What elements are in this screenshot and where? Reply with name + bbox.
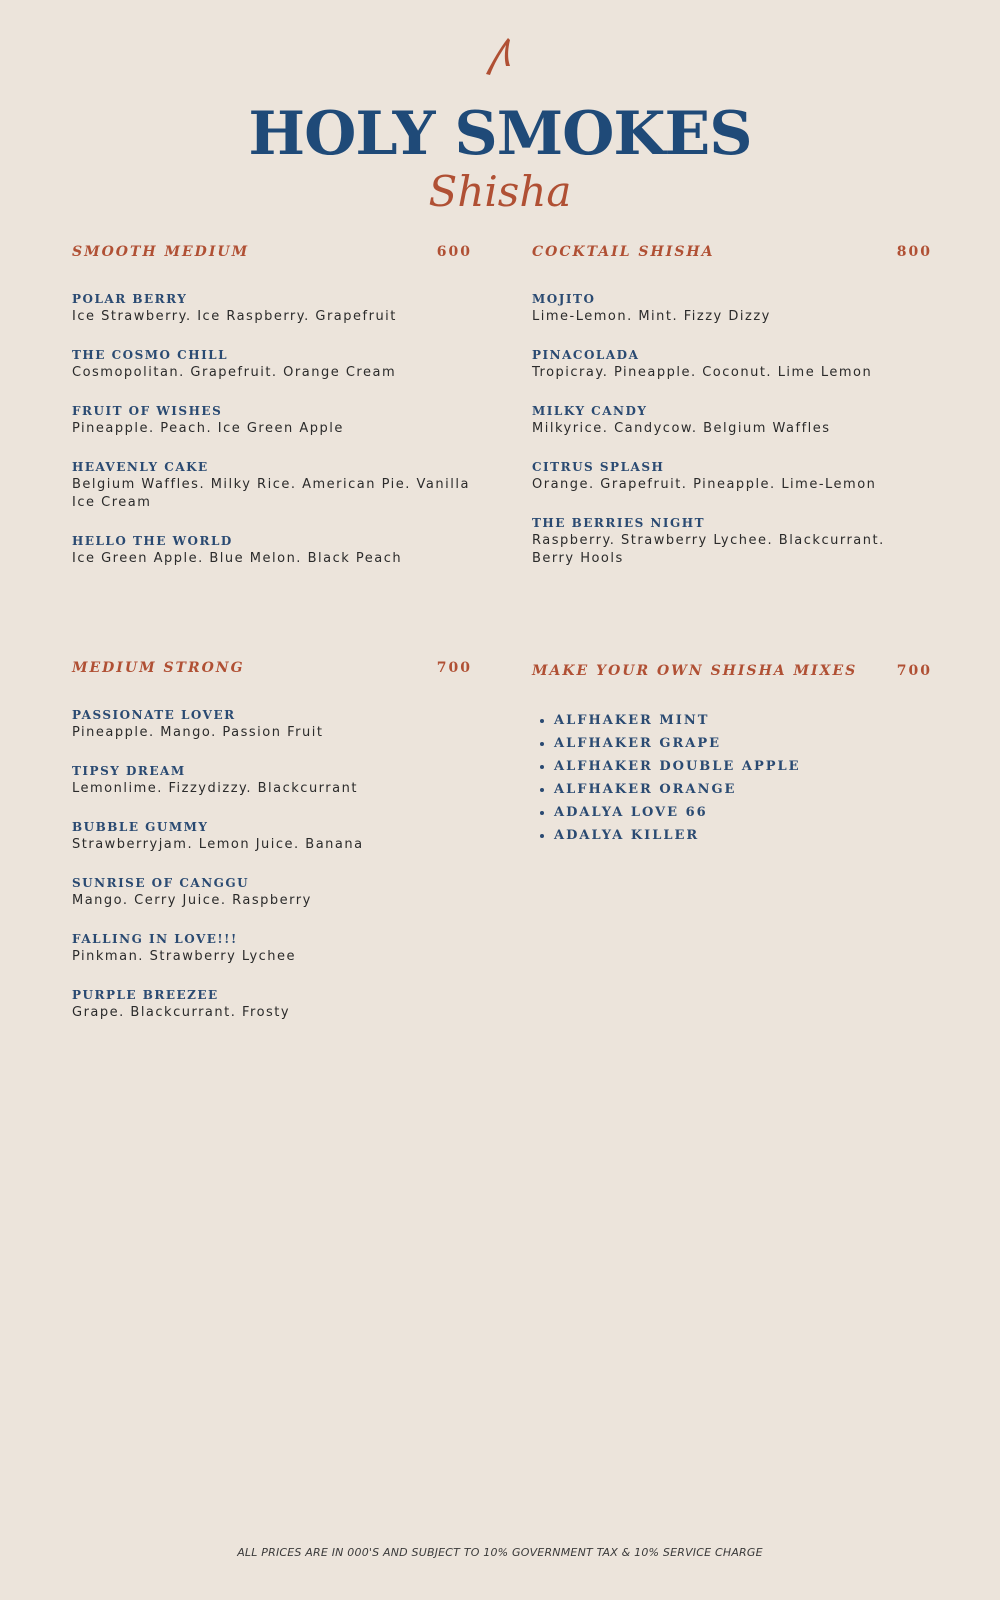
bullet-icon [540,719,544,723]
item-name: FRUIT OF WISHES [72,404,223,418]
mix-name: ALFHAKER DOUBLE APPLE [554,759,801,774]
item-name: PASSIONATE LOVER [72,708,236,722]
item-name: POLAR BERRY [72,292,188,306]
mix-name: ALFHAKER GRAPE [554,736,722,751]
item-name: BUBBLE GUMMY [72,820,209,834]
section-header [72,244,472,268]
item-name: PURPLE BREEZEE [72,988,219,1002]
section-price: 700 [896,663,932,679]
section-header [532,244,932,268]
section-title: SMOOTH MEDIUM [72,244,250,260]
item-description: Ice Green Apple. Blue Melon. Black Peach [72,551,403,566]
item-description: Mango. Cerry Juice. Raspberry [72,893,312,908]
item-description: Orange. Grapefruit. Pineapple. Lime-Lemon [532,477,877,492]
menu-item [72,986,472,1022]
menu-item [72,532,472,568]
item-description: Raspberry. Strawberry Lychee. Blackcurrant. Berry Hools [532,533,885,566]
item-description: Lime-Lemon. Mint. Fizzy Dizzy [532,309,771,324]
item-name: THE COSMO CHILL [72,348,229,362]
menu-item [72,874,472,910]
list-item [532,732,932,755]
item-description: Ice Strawberry. Ice Raspberry. Grapefruit [72,309,397,324]
brush-stroke-a-icon [480,34,520,78]
section-title: COCKTAIL SHISHA [532,244,715,260]
bullet-icon [540,811,544,815]
section-title: MAKE YOUR OWN SHISHA MIXES [532,663,858,679]
item-name: CITRUS SPLASH [532,460,665,474]
section-header [532,663,932,687]
menu-item [72,346,472,382]
item-description: Grape. Blackcurrant. Frosty [72,1005,291,1020]
menu-item [72,930,472,966]
bullet-icon [540,765,544,769]
item-name: THE BERRIES NIGHT [532,516,706,530]
item-name: HEAVENLY CAKE [72,460,209,474]
mix-name: ALFHAKER MINT [554,713,710,728]
item-name: MILKY CANDY [532,404,648,418]
menu-item [532,514,932,568]
list-item [532,778,932,801]
menu-item [532,290,932,326]
list-item [532,801,932,824]
menu-item [532,346,932,382]
item-name: FALLING IN LOVE!!! [72,932,238,946]
item-name: HELLO THE WORLD [72,534,233,548]
footer-note: ALL PRICES ARE IN 000'S AND SUBJECT TO 10% GOVERNMENT TAX & 10% SERVICE CHARGE [237,1546,763,1559]
menu-item [532,458,932,494]
section-cocktail-shisha [532,244,932,588]
menu-item [72,818,472,854]
bullet-icon [540,742,544,746]
menu-item [72,458,472,512]
mix-list [532,709,932,847]
section-title: MEDIUM STRONG [72,660,245,676]
item-description: Pinkman. Strawberry Lychee [72,949,297,964]
item-description: Belgium Waffles. Milky Rice. American Pie. Vanilla Ice Cream [72,477,470,510]
section-medium-strong [72,660,472,1042]
bullet-icon [540,834,544,838]
menu-item [72,290,472,326]
item-description: Pineapple. Mango. Passion Fruit [72,725,324,740]
list-item [532,709,932,732]
mix-name: ALFHAKER ORANGE [554,782,737,797]
item-description: Cosmopolitan. Grapefruit. Orange Cream [72,365,397,380]
item-name: TIPSY DREAM [72,764,186,778]
item-name: MOJITO [532,292,596,306]
list-item [532,755,932,778]
item-name: SUNRISE OF CANGGU [72,876,250,890]
section-price: 600 [436,244,472,260]
item-description: Tropicray. Pineapple. Coconut. Lime Lemon [532,365,873,380]
menu-item [72,762,472,798]
section-header [72,660,472,684]
menu-item [532,402,932,438]
section-price: 700 [436,660,472,676]
section-make-your-own [532,663,932,847]
page-subtitle: Shisha [428,167,572,216]
item-name: PINACOLADA [532,348,640,362]
list-item [532,824,932,847]
bullet-icon [540,788,544,792]
item-description: Lemonlime. Fizzydizzy. Blackcurrant [72,781,358,796]
item-description: Milkyrice. Candycow. Belgium Waffles [532,421,831,436]
mix-name: ADALYA KILLER [554,828,700,843]
section-smooth-medium [72,244,472,588]
menu-item [72,706,472,742]
item-description: Strawberryjam. Lemon Juice. Banana [72,837,364,852]
item-description: Pineapple. Peach. Ice Green Apple [72,421,344,436]
page-title: HOLY SMOKES [248,99,752,169]
menu-item [72,402,472,438]
mix-name: ADALYA LOVE 66 [554,805,708,820]
section-price: 800 [896,244,932,260]
